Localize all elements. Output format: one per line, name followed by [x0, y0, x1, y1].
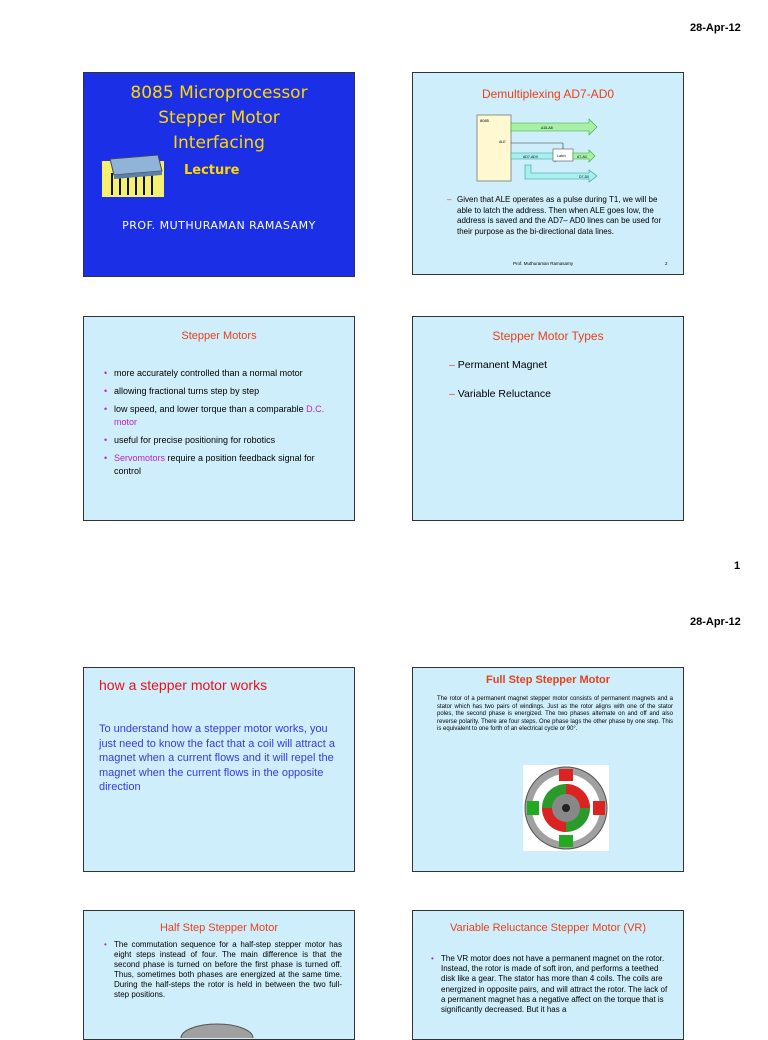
- type-item-permanent: [449, 359, 547, 371]
- list-item: • more accurately controlled than a normal motor: [104, 368, 303, 378]
- type-label: Permanent Magnet: [457, 359, 548, 371]
- slide2-footer-page: 2: [665, 261, 668, 266]
- bullet-text: more accurately controlled than a normal motor: [114, 368, 303, 378]
- slide1-subtitle: Lecture: [184, 163, 240, 178]
- diagram-a7-label: A7-A0: [577, 155, 587, 159]
- slide-stepper-motors: [83, 316, 355, 521]
- bullet-text: allowing fractional turns step by step: [114, 386, 260, 396]
- slide5-title: how a stepper motor works: [99, 677, 268, 693]
- slide7-text-block: [104, 940, 342, 1000]
- ic-chip-image: [102, 151, 164, 203]
- type-label: Variable Reluctance: [457, 388, 551, 400]
- slide6-title: Full Step Stepper Motor: [485, 674, 611, 686]
- slide-how-stepper-works: [83, 667, 355, 872]
- bullet-text: useful for precise positioning for robotics: [114, 435, 276, 445]
- slide2-text: Given that ALE operates as a pulse during T1, we will be able to latch the address. Then when ALE goes low, the address is saved and the AD7– AD0 lines can be used for their purpose as the bi-directional data lines.: [457, 195, 662, 236]
- slide4-title: Stepper Motor Types: [492, 329, 604, 343]
- title-line-1: 8085 Microprocessor: [130, 83, 308, 103]
- list-item: • useful for precise positioning for robotics: [104, 435, 276, 445]
- demux-diagram: [475, 113, 605, 183]
- slide8-body: The VR motor does not have a permanent magnet on the rotor. Instead, the rotor is made of soft iron, and performs a teethed disk like a gear. The stator has more than 4 coils. The coils are energized in opposite pairs, and will attract the rotor. The lack of a permanent magnet has a negative affect on the torque that is significantly decreased. But it has a: [441, 954, 668, 1015]
- slide3-bullets: [104, 367, 344, 483]
- list-item: • Servomotors require a position feedback signal for control: [104, 453, 315, 476]
- slide3-title: Stepper Motors: [181, 330, 257, 342]
- slide7-title: Half Step Stepper Motor: [159, 922, 278, 934]
- dash: –: [449, 388, 455, 400]
- slide2-title: Demultiplexing AD7-AD0: [481, 87, 615, 101]
- servomotors-link[interactable]: Servomotors: [114, 453, 166, 463]
- slide6-body: The rotor of a permanent magnet stepper motor consists of permanent magnets and a stator which has two pairs of windings. Just as the rotor aligns with one of the stator poles, the second phase is energized. The two phases alternate on and off and also reverse polarity. There are four steps. One phase lags the other phase by one step. This is equivalent to one forth of an electrical cycle or 90°.: [437, 696, 673, 732]
- slide-full-step: [412, 667, 684, 872]
- slide-variable-reluctance: [412, 910, 684, 1040]
- page2-date: 28-Apr-12: [690, 616, 741, 628]
- bullet-dot: •: [104, 940, 107, 949]
- bullet-text: low speed, and lower torque than a comparable: [114, 404, 307, 414]
- slide1-author: PROF. MUTHURAMAN RAMASAMY: [122, 219, 316, 232]
- diagram-chip-label: 8085: [480, 118, 489, 123]
- list-item: • low speed, and lower torque than a comparable D.C. motor: [104, 404, 325, 427]
- diagram-ad-label: AD7-AD0: [523, 155, 538, 159]
- slide-half-step: [83, 910, 355, 1040]
- type-item-variable: [449, 388, 551, 400]
- slide8-title: Variable Reluctance Stepper Motor (VR): [449, 922, 647, 934]
- page1-number: 1: [734, 560, 741, 572]
- slide2-text-block: [447, 195, 672, 237]
- full-step-motor-diagram: [523, 765, 609, 851]
- slide8-text-block: [431, 954, 673, 1015]
- diagram-latch-label: Latch: [557, 154, 566, 158]
- slide2-footer: Prof. Muthuraman Ramasamy: [513, 261, 574, 266]
- page1-date: 28-Apr-12: [690, 22, 741, 34]
- diagram-a15-label: A15-A8: [541, 126, 553, 130]
- dc-motor-link[interactable]: D.C. motor: [114, 404, 325, 427]
- diagram-ale-label: ALE: [499, 140, 506, 144]
- half-step-motor-diagram: [177, 1018, 257, 1038]
- dash: –: [449, 359, 455, 371]
- slide7-body: The commutation sequence for a half-step stepper motor has eight steps instead of four. The main difference is that the second phase is turned on before the first phase is turned off. Thus, sometimes both phases are energized at the same time. During the half-steps the rotor is held in between the two full-step positions.: [114, 940, 342, 999]
- slide-demultiplexing: [412, 72, 684, 275]
- bullet-dot: •: [431, 954, 434, 963]
- slide5-body: To understand how a stepper motor works, you just need to know the fact that a coil will attract a magnet when a current flows and it will repel the magnet when the current flows in the opposite direction: [99, 723, 336, 793]
- diagram-d-label: D7-D0: [579, 175, 590, 179]
- slide-stepper-motor-types: [412, 316, 684, 521]
- slide2-dash: –: [447, 195, 452, 204]
- list-item: • allowing fractional turns step by step: [104, 386, 260, 396]
- title-line-2: Stepper Motor: [158, 108, 280, 128]
- slide1-title: [84, 81, 354, 156]
- title-line-3: Interfacing: [173, 133, 265, 153]
- slide-title-8085: [83, 72, 355, 277]
- bullet-text: require a position feedback signal for control: [114, 453, 315, 476]
